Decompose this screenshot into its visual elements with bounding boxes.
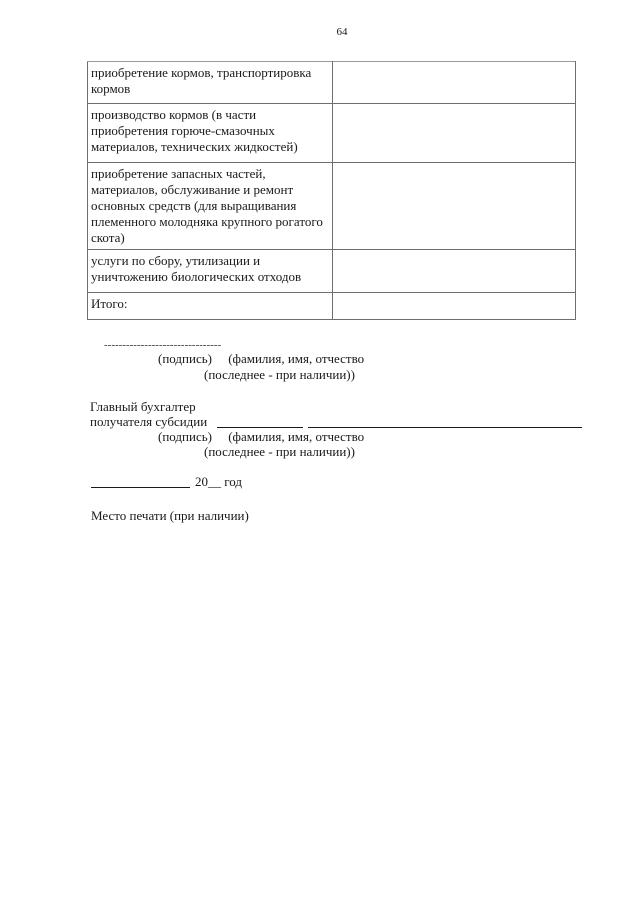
- table-row: [88, 104, 576, 163]
- chief-accountant-title: Главный бухгалтер: [90, 399, 196, 414]
- row-label: услуги по сбору, утилизации и уничтожению биологических отходов: [88, 250, 333, 293]
- table-row: [88, 250, 576, 293]
- signature-caption: (подпись) (фамилия, имя, отчество: [158, 351, 365, 366]
- page-number: 64: [336, 26, 348, 38]
- total-label: Итого:: [88, 293, 333, 320]
- signature-caption-continued: (последнее - при наличии)): [204, 367, 355, 382]
- signature-field: [217, 427, 303, 428]
- table-row: [88, 163, 576, 250]
- chief-signature-caption: (подпись) (фамилия, имя, отчество: [158, 429, 365, 444]
- row-label: производство кормов (в части приобретения горюче-смазочных материалов, технических жидкостей): [88, 104, 333, 163]
- chief-accountant-subtitle: получателя субсидии: [90, 414, 208, 429]
- row-value: [333, 104, 576, 163]
- row-value: [333, 163, 576, 250]
- signature-dash-line: --------------------------------: [104, 339, 222, 351]
- table-row-total: [88, 293, 576, 320]
- row-label: приобретение запасных частей, материалов, обслуживание и ремонт основных средств (для выращивания племенного молодняка крупного рогатого скота): [88, 163, 333, 250]
- row-label: приобретение кормов, транспортировка кормов: [88, 62, 333, 104]
- stamp-place-text: Место печати (при наличии): [91, 508, 249, 523]
- row-value: [333, 62, 576, 104]
- row-value: [333, 250, 576, 293]
- chief-signature-caption-continued: (последнее - при наличии)): [204, 444, 355, 459]
- date-field: [91, 487, 190, 488]
- total-value: [333, 293, 576, 320]
- subsidy-expense-table: [87, 61, 576, 320]
- date-year-text: 20__ год: [195, 474, 242, 489]
- full-name-field: [308, 427, 582, 428]
- table-row: [88, 62, 576, 104]
